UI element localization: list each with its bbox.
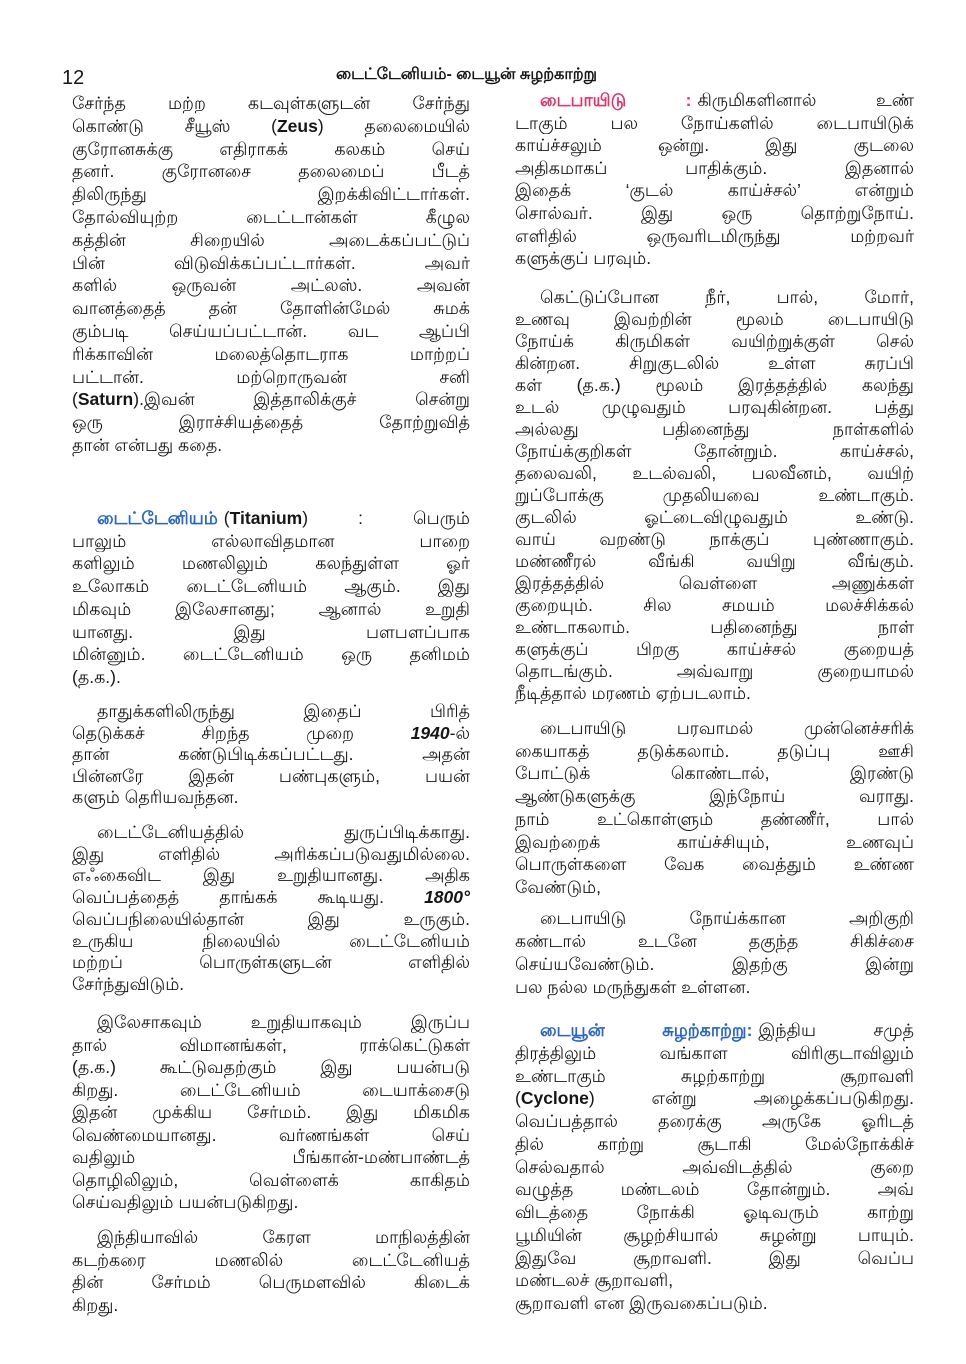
text-line: [72, 507, 470, 530]
text-line: களில் ஒருவன் அட்லஸ். அவன்: [72, 275, 470, 296]
text-line: கெட்டுப்போன நீர், பால், மோர்,: [540, 287, 914, 307]
headword: டையூன் சுழற்காற்று:: [540, 1020, 753, 1040]
text-line: டைபாயிடு பரவாமல் முன்னெச்சரிக்: [540, 718, 914, 738]
text-line: றுப்போக்கு முதலியவை உண்டாகும்.: [515, 485, 914, 505]
emphasis: Titanium: [229, 508, 303, 528]
text-line: செய்வதிலும் பயன்படுகிறது.: [72, 1192, 299, 1212]
text-line: சேர்ந்த மற்ற கடவுள்களுடன் சேர்ந்து: [72, 93, 470, 113]
text-line: வானத்தைத் தன் தோளின்மேல் சுமக்: [72, 298, 470, 319]
text-line: (Saturn).இவன் இத்தாலிக்குச் சென்று: [72, 389, 470, 410]
headword: டைட்டேனியம்: [97, 508, 218, 528]
text-line: பட்டான். மற்றொருவன் சனி: [72, 366, 470, 387]
text-line: வெண்மையானது. வர்ணங்கள் செய்: [72, 1124, 470, 1145]
text-line: களுக்குப் பிறகு காய்ச்சல் குறையத்: [515, 639, 914, 659]
text-line: மண்ணீரல் வீங்கி வயிறு வீங்கும்.: [515, 551, 914, 571]
text-line: திலிருந்து இறக்கிவிட்டார்கள்.: [72, 184, 470, 205]
text-line: எஃகைவிட இது உறுதியானது. அதிக: [72, 865, 470, 886]
text-line: கள் (த.க.) மூலம் இரத்தத்தில் கலந்து: [515, 375, 914, 395]
text-line: உருகிய நிலையில் டைட்டேனியம்: [72, 930, 470, 951]
text-line: வெப்பத்தால் தரைக்கு அருகே ஓரிடத்: [515, 1111, 914, 1131]
text-line: டாகும் பல நோய்களில் டைபாயிடுக்: [515, 112, 914, 133]
text-line: வெப்பநிலையில்தான் இது உருகும்.: [72, 908, 470, 929]
text-line: பல நல்ல மருந்துகள் உள்ளன.: [515, 977, 751, 997]
text-line: கத்தின் சிறையில் அடைக்கப்பட்டுப்: [72, 229, 470, 250]
text-line: மண்டலச் சூறாவளி,: [515, 1270, 674, 1291]
text-line: உடல் முழுவதும் பரவுகின்றன. பத்து: [515, 397, 914, 417]
text-line: போட்டுக் கொண்டால், இரண்டு: [515, 763, 914, 784]
text-line: களும் தெரியவந்தன.: [72, 787, 239, 808]
emphasis: 1800°: [424, 887, 470, 908]
text-line: வேண்டும்,: [515, 876, 602, 897]
paragraph-typhoid-entry: [515, 89, 914, 270]
text-line: தெடுக்கச் சிறந்த முறை 1940-ல்: [72, 722, 470, 743]
headword-line-text: கிருமிகளினால் உண்: [697, 90, 914, 110]
text-line: குடலில் ஓட்டைவிழுவதும் உண்டு.: [515, 507, 914, 527]
text-line: செய்யவேண்டும். இதற்கு இன்று: [515, 954, 914, 974]
text-line: கிறது.: [72, 1295, 119, 1316]
text-line: [515, 89, 914, 112]
text-line: கிறது. டைட்டேனியம் டையாக்சைடு: [72, 1079, 470, 1100]
headword-line-text: (Titanium) : பெரும்: [223, 508, 470, 528]
text-line: இரத்தத்தில் வெள்ளை அணுக்கள்: [515, 573, 914, 593]
text-line: உண்டாகலாம். பதினைந்து நாள்: [515, 617, 914, 637]
paragraph-cyclone-entry: [515, 1019, 914, 1315]
text-line: கையாகத் தடுக்கலாம். தடுப்பு ஊசி: [515, 740, 914, 761]
text-line: தில் காற்று சூடாகி மேல்நோக்கிச்: [515, 1133, 914, 1154]
text-line: மிகவும் இலேசானது; ஆனால் உறுதி: [72, 598, 470, 619]
text-line: சொல்வர். இது ஒரு தொற்றுநோய்.: [515, 202, 914, 223]
text-line: ரிக்காவின் மலைத்தொடராக மாற்றப்: [72, 343, 470, 364]
text-line: இவற்றைக் காய்ச்சியும், உணவுப்: [515, 831, 914, 852]
text-line: யானது. இது பளபளப்பாக: [72, 621, 470, 642]
text-line: கொண்டு சீயூஸ் (Zeus) தலைமையில்: [72, 115, 470, 136]
text-line: நோய்க்குறிகள் தோன்றும். காய்ச்சல்,: [515, 441, 914, 461]
text-line: கும்படி செய்யப்பட்டான். வட ஆப்பி: [72, 320, 470, 341]
text-line: இது எளிதில் அரிக்கப்படுவதுமில்லை.: [72, 843, 470, 864]
text-line: தோல்வியுற்ற டைட்டான்கள் கீழுல: [72, 206, 470, 227]
text-line: வாய் வறண்டு நாக்குப் புண்ணாகும்.: [515, 529, 914, 549]
paragraph-typhoid-prevention: [515, 717, 914, 899]
text-line: விடத்தை நோக்கி ஓடிவரும் காற்று: [515, 1202, 914, 1222]
paragraph-titanium-extraction: [72, 701, 470, 809]
text-line: காய்ச்சலும் ஒன்று. இது குடலை: [515, 135, 914, 156]
emphasis: Saturn: [77, 389, 134, 410]
text-line: குறையும். சில சமயம் மலச்சிக்கல்: [515, 595, 914, 615]
text-line: பின் விடுவிக்கப்பட்டார்கள். அவர்: [72, 252, 470, 273]
text-line: தாதுக்களிலிருந்து இதைப் பிரித்: [97, 701, 470, 721]
text-line: (த.க.) கூட்டுவதற்கும் இது பயன்படு: [72, 1057, 470, 1077]
text-line: மின்னும். டைட்டேனியம் ஒரு தனிமம்: [72, 644, 470, 665]
text-line: குரோனசுக்கு எதிராகக் கலகம் செய்: [72, 138, 470, 159]
text-line: தனர். குரோனசை தலைமைப் பீடத்: [72, 161, 470, 182]
text-line: வெப்பத்தைத் தாங்கக் கூடியது. 1800°: [72, 887, 470, 908]
text-line: தான் கண்டுபிடிக்கப்பட்டது. அதன்: [72, 744, 470, 765]
text-line: உணவு இவற்றின் மூலம் டைபாயிடு: [515, 309, 914, 329]
headword: டைபாயிடு :: [540, 90, 692, 110]
text-line: வதிலும் பீங்கான்-மண்பாண்டத்: [72, 1147, 470, 1167]
text-line: கின்றன. சிறுகுடலில் உள்ள சுரப்பி: [515, 353, 914, 373]
text-line: ஒரு இராச்சியத்தைத் தோற்றுவித்: [72, 412, 470, 433]
text-line: நாம் உட்கொள்ளும் தண்ணீர், பால்: [515, 808, 914, 829]
emphasis: Zeus: [276, 115, 318, 136]
emphasis: Cyclone: [520, 1088, 589, 1109]
text-line: தொழிலிலும், வெள்ளைக் காகிதம்: [72, 1169, 470, 1190]
paragraph-titanium-entry: [72, 507, 470, 689]
paragraph-titans-story: [72, 92, 470, 457]
text-line: இதைக் ‘குடல் காய்ச்சல்’ என்றும்: [515, 180, 914, 201]
text-line: தின் சேர்மம் பெருமளவில் கிடைக்: [72, 1272, 470, 1293]
text-line: கண்டால் உடனே தகுந்த சிகிச்சை: [515, 931, 914, 951]
emphasis: 1940: [410, 722, 450, 743]
text-line: நீடித்தால் மரணம் ஏற்படலாம்.: [515, 683, 751, 703]
text-line: களிலும் மணலிலும் கலந்துள்ள ஓர்: [72, 553, 470, 574]
text-line: அதிகமாகப் பாதிக்கும். இதனால்: [515, 157, 914, 178]
text-line: [515, 1019, 914, 1042]
text-line: அல்லது பதினைந்து நாள்களில்: [515, 419, 914, 439]
paragraph-titanium-uses: [72, 1011, 470, 1214]
text-line: பொருள்களை வேக வைத்தும் உண்ண: [515, 854, 914, 875]
text-line: எளிதில் ஒருவரிடமிருந்து மற்றவர்: [515, 225, 914, 246]
text-line: இதன் முக்கிய சேர்மம். இது மிகமிக: [72, 1102, 470, 1122]
text-line: தலைவலி, உடல்வலி, பலவீனம், வயிற்: [515, 463, 914, 483]
text-line: செல்வதால் அவ்விடத்தில் குறை: [515, 1156, 914, 1177]
text-line: சேர்ந்துவிடும்.: [72, 973, 185, 994]
text-line: ஆண்டுகளுக்கு இந்நோய் வராது.: [515, 786, 914, 807]
text-line: பின்னரே இதன் பண்புகளும், பயன்: [72, 765, 470, 786]
right-column: [515, 0, 914, 1364]
text-line: இந்தியாவில் கேரள மாநிலத்தின்: [97, 1227, 470, 1247]
text-line: டைபாயிடு நோய்க்கான அறிகுறி: [540, 908, 914, 928]
text-line: சூறாவளி என இருவகைப்படும்.: [515, 1293, 768, 1313]
text-line: (த.க.).: [72, 666, 121, 687]
paragraph-titanium-properties: [72, 822, 470, 996]
text-line: (Cyclone) என்று அழைக்கப்படுகிறது.: [515, 1088, 914, 1109]
text-line: நோய்க் கிருமிகள் வயிற்றுக்குள் செல்: [515, 331, 914, 351]
text-line: கடற்கரை மணலில் டைட்டேனியத்: [72, 1249, 470, 1270]
running-header: டைட்டேனியம்- டையூன் சுழற்காற்று: [336, 66, 597, 83]
text-line: வழுத்த மண்டலம் தோன்றும். அவ்: [515, 1179, 914, 1200]
text-line: மற்றப் பொருள்களுடன் எளிதில்: [72, 952, 470, 973]
paragraph-titanium-india: [72, 1226, 470, 1317]
text-line: பூமியின் சூழற்சியால் சுழன்று பாயும்.: [515, 1224, 914, 1245]
left-column: [72, 0, 470, 1364]
text-line: களுக்குப் பரவும்.: [515, 248, 652, 269]
text-line: இலேசாகவும் உறுதியாகவும் இருப்ப: [97, 1012, 470, 1032]
text-line: தால் விமானங்கள், ராக்கெட்டுகள்: [72, 1034, 470, 1055]
text-line: இதுவே சூறாவளி. இது வெப்ப: [515, 1247, 914, 1268]
text-line: தான் என்பது கதை.: [72, 434, 223, 455]
text-line: தொடங்கும். அவ்வாறு குறையாமல்: [515, 661, 914, 681]
text-line: திரத்திலும் வங்காள விரிகுடாவிலும்: [515, 1042, 914, 1063]
text-line: டைட்டேனியத்தில் துருப்பிடிக்காது.: [97, 822, 470, 842]
page-number: 12: [62, 67, 85, 89]
headword-line-text: இந்திய சமுத்: [758, 1020, 914, 1040]
text-line: உலோகம் டைட்டேனியம் ஆகும். இது: [72, 576, 470, 597]
paragraph-typhoid-treatment: [515, 907, 914, 999]
paragraph-typhoid-symptoms: [515, 286, 914, 704]
text-line: பாலும் எல்லாவிதமான பாறை: [72, 530, 470, 551]
text-line: உண்டாகும் சுழற்காற்று சூறாவளி: [515, 1065, 914, 1086]
